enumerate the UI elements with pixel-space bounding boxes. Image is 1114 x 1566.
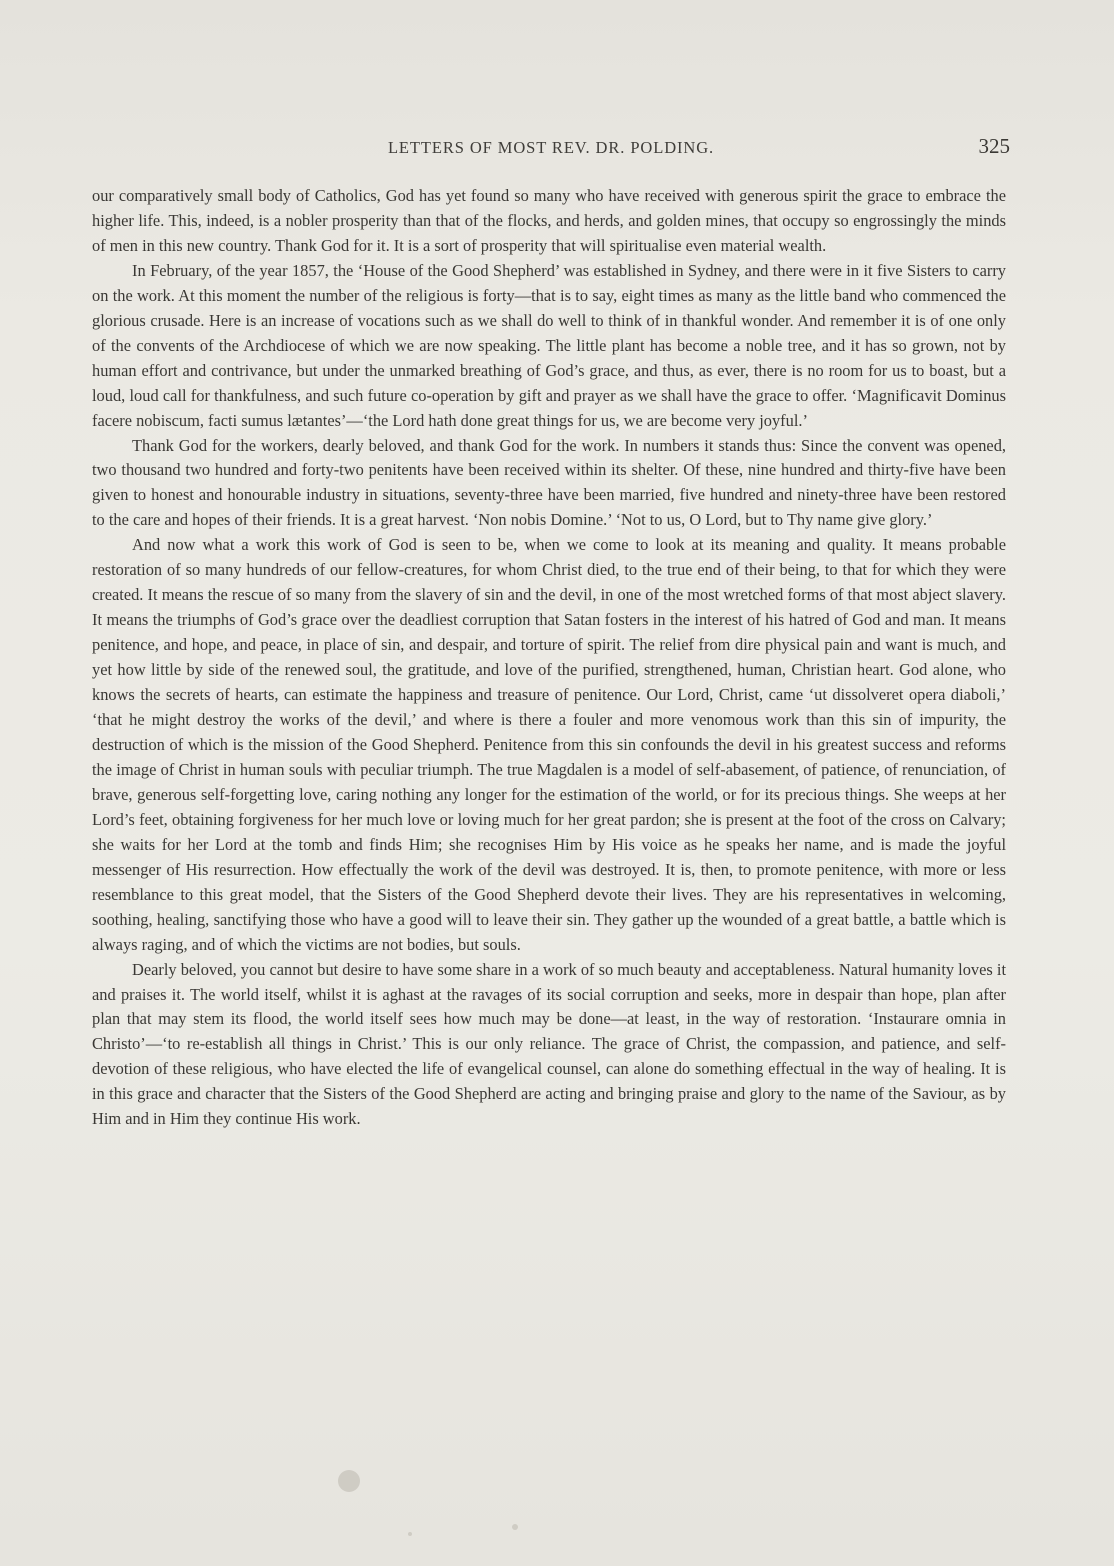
running-title: LETTERS OF MOST REV. DR. POLDING. bbox=[387, 138, 715, 157]
paper-speck bbox=[338, 1470, 360, 1492]
paper-speck bbox=[512, 1524, 518, 1530]
page-number: 325 bbox=[978, 134, 1010, 158]
paragraph-meaning-of-work: And now what a work this work of God is seen to be, when we come to look at its meaning and quality. It means probable restoration of so many hundreds of our fellow-creatures, for whom Christ died, to the true end of their being, to that for which they were created. It means the rescue of so many from the slavery of sin and the devil, in one of the most wretched forms of that most abject slavery. It means the triumphs of God’s grace over the deadliest corruption that Satan fosters in the interest of his hatred of God and man. It means penitence, and hope, and peace, in place of sin, and despair, and torture of spirit. The relief from dire physical pain and want is much, and yet how little by side of the renewed soul, the gratitude, and love of the purified, strengthened, human, Christian heart. God alone, who knows the secrets of hearts, can estimate the happiness and treasure of penitence. Our Lord, Christ, came ‘ut dissolveret opera diaboli,’ ‘that he might destroy the works of the devil,’ and where is there a fouler and more venomous work than this sin of impurity, the destruction of which is the mission of the Good Shepherd. Penitence from this sin confounds the devil in his greatest success and reforms the image of Christ in human souls with peculiar triumph. The true Magdalen is a model of self-abasement, of patience, of renunciation, of brave, generous self-forgetting love, caring nothing any longer for the estimation of the world, or for its precious things. She weeps at her Lord’s feet, obtaining forgiveness for her much love or loving much for her great pardon; she is present at the foot of the cross on Calvary; she waits for her Lord at the tomb and finds Him; she recognises Him by His voice as he speaks her name, and is made the joyful messenger of His resurrection. How effectually the work of the devil was destroyed. It is, then, to promote penitence, with more or less resemblance to this great model, that the Sisters of the Good Shepherd devote their lives. They are his representatives in welcoming, soothing, healing, sanctifying those who have a good will to leave their sin. They gather up the wounded of a great battle, a battle which is always raging, and of which the victims are not bodies, but souls. bbox=[92, 535, 1006, 954]
paragraph-continuation: our comparatively small body of Catholics, God has yet found so many who have received with generous spirit the grace to embrace the higher life. This, indeed, is a nobler prosperity than that of the flocks, and herds, and golden mines, that occupy so engrossingly the minds of men in this new country. Thank God for it. It is a sort of prosperity that will spiritualise even material wealth. bbox=[92, 186, 1006, 255]
paragraph-appeal: Dearly beloved, you cannot but desire to have some share in a work of so much beauty and acceptableness. Natural humanity loves it and praises it. The world itself, whilst it is aghast at the ravages of its social corruption and seeks, more in despair than hope, plan after plan that may stem its flood, the world itself sees how much may be done—at least, in the way of restoration. ‘Instaurare omnia in Christo’—‘to re-establish all things in Christ.’ This is our only reliance. The grace of Christ, the compassion, and patience, and self-devotion of these religious, who have elected the life of evangelical counsel, can alone do something effectual in the way of healing. It is in this grace and character that the Sisters of the Good Shepherd are acting and bringing praise and glory to the name of the Saviour, as by Him and in Him they continue His work. bbox=[92, 959, 1006, 1129]
paper-speck bbox=[408, 1532, 412, 1536]
body-text bbox=[92, 184, 1006, 1132]
paragraph-good-shepherd-founding: In February, of the year 1857, the ‘House of the Good Shepherd’ was established in Sydney, and there were in it five Sisters to carry on the work. At this moment the number of the religious is forty—that is to say, eight times as many as the little band who commenced the glorious crusade. Here is an increase of vocations such as we shall do well to think of in thankful wonder. And remember it is of one only of the convents of the Archdiocese of which we are now speaking. The little plant has become a noble tree, and it has so grown, not by human effort and contrivance, but under the unmarked breathing of God’s grace, and thus, as ever, there is no room for us to boast, but a loud, loud call for thankfulness, and such future co-operation by gift and prayer as we shall have the grace to offer. ‘Magnificavit Dominus facere nobiscum, facti sumus lætantes’—‘the Lord hath done great things for us, we are become very joyful.’ bbox=[92, 260, 1006, 430]
paragraph-numbers: Thank God for the workers, dearly beloved, and thank God for the work. In numbers it stands thus: Since the convent was opened, two thousand two hundred and forty-two penitents have been received within its shelter. Of these, nine hundred and thirty-five have been given to honest and honourable industry in situations, seventy-three have been married, five hundred and ninety-three have been restored to the care and hopes of their friends. It is a great harvest. ‘Non nobis Domine.’ ‘Not to us, O Lord, but to Thy name give glory.’ bbox=[92, 435, 1006, 530]
running-head bbox=[92, 134, 1010, 162]
